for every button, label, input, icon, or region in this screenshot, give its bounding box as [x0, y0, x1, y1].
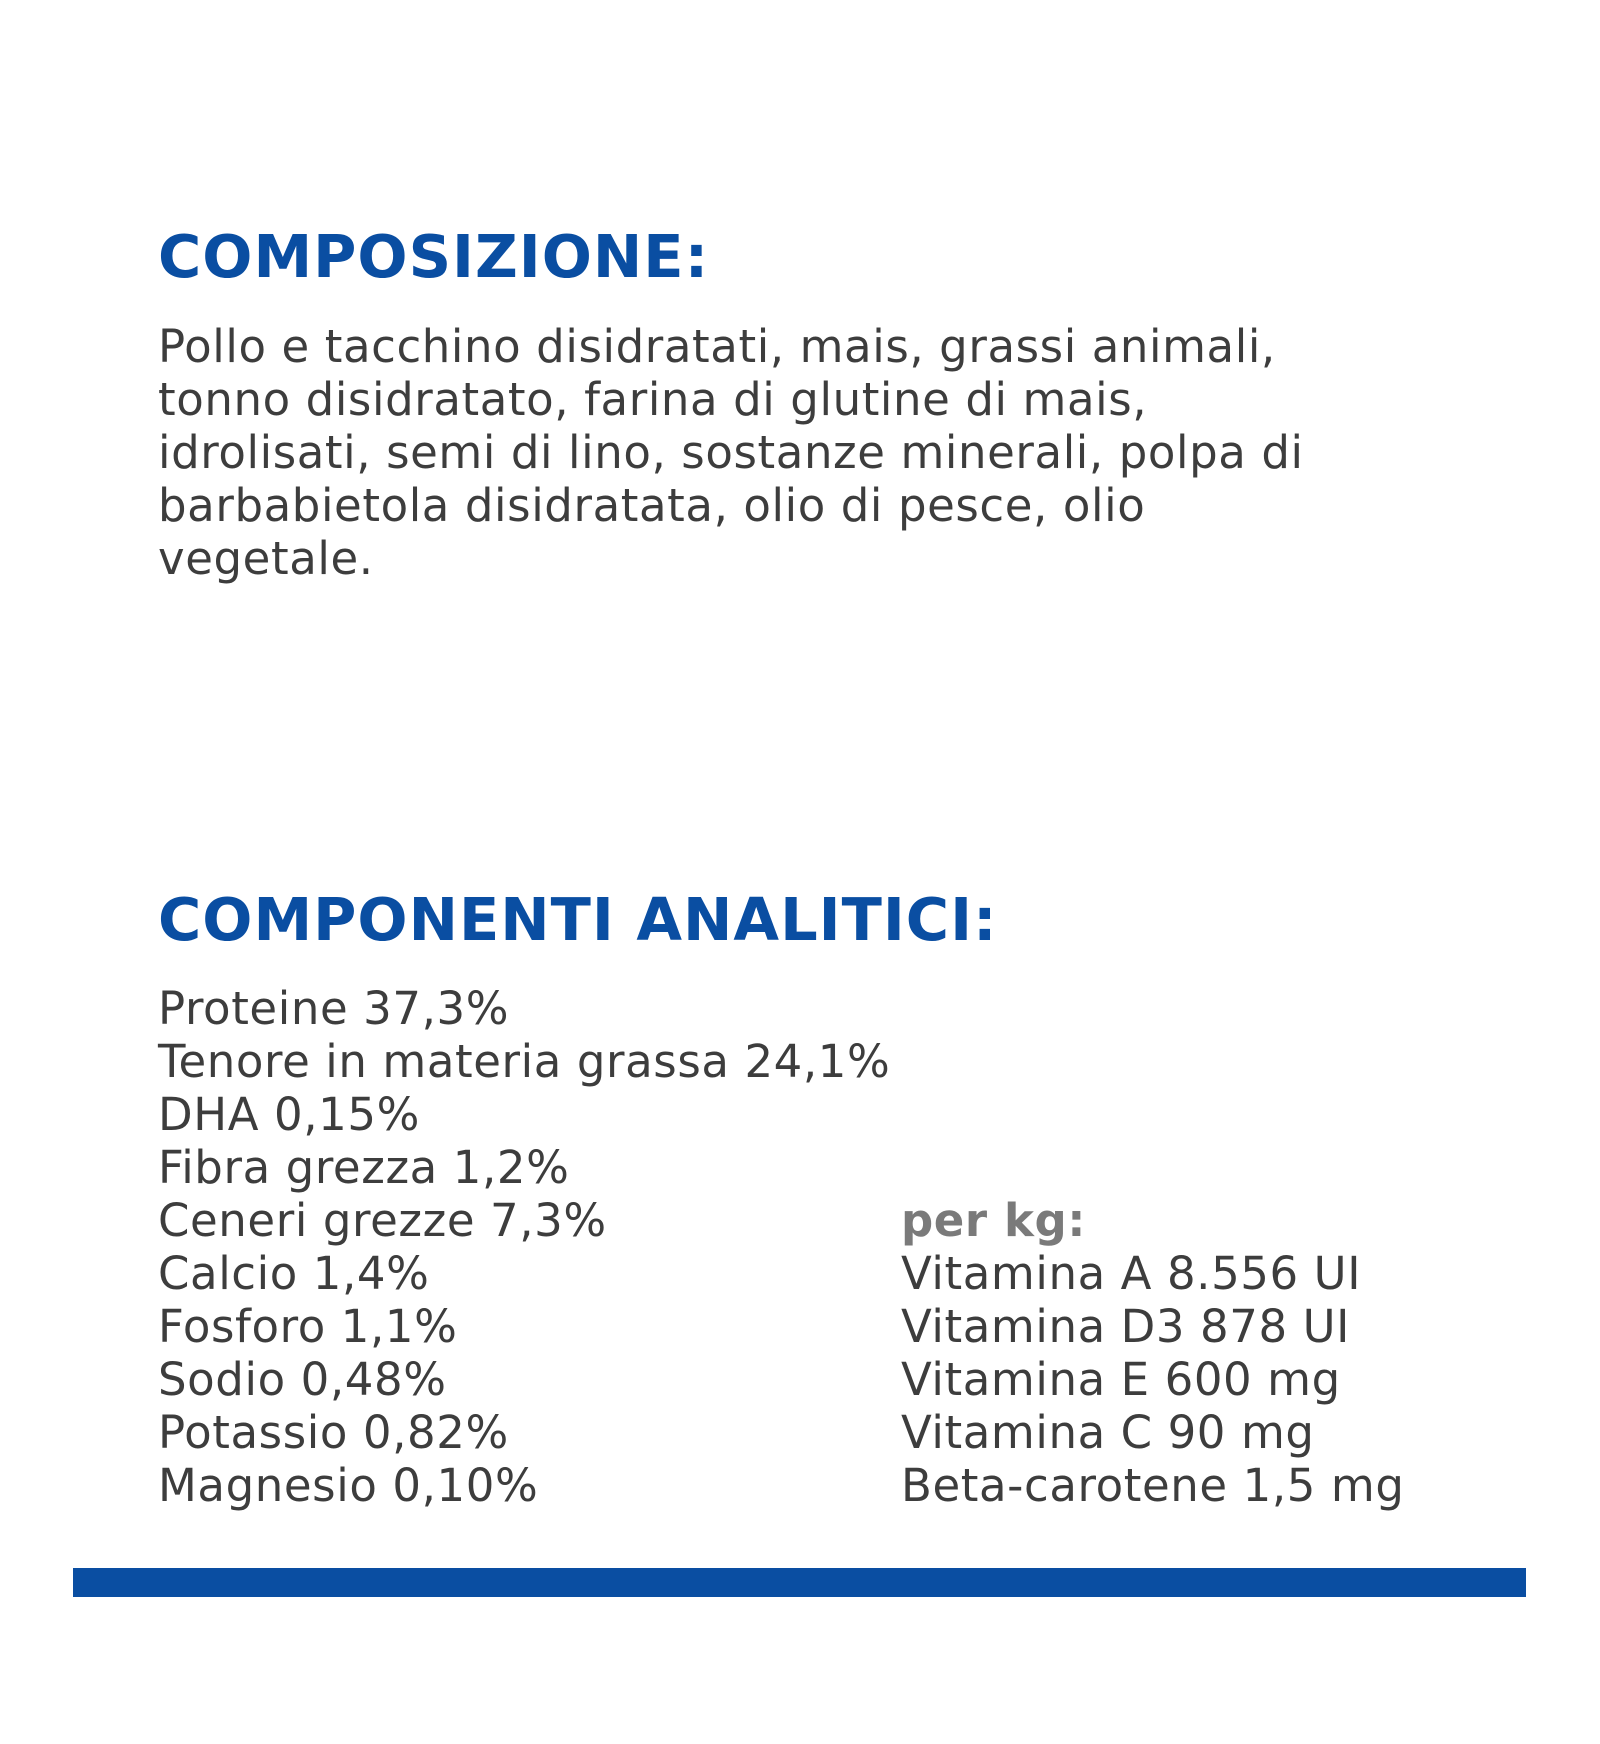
analytics-list — [158, 982, 890, 1512]
composition-line: Pollo e tacchino disidratati, mais, grassi animali, — [158, 320, 1276, 373]
analytics-item: Calcio 1,4% — [158, 1247, 430, 1300]
analytics-item: Fibra grezza 1,2% — [158, 1141, 570, 1194]
analytics-item: DHA 0,15% — [158, 1088, 420, 1141]
per-kg-item: Vitamina C 90 mg — [901, 1406, 1315, 1459]
composition-text — [158, 320, 1458, 585]
composition-line: idrolisati, semi di lino, sostanze minerali, polpa di — [158, 426, 1304, 479]
analytics-heading: COMPONENTI ANALITICI: — [158, 885, 998, 954]
analytics-item: Proteine 37,3% — [158, 982, 510, 1035]
per-kg-list — [901, 1194, 1404, 1512]
per-kg-label: per kg: — [901, 1194, 1086, 1247]
per-kg-item: Vitamina E 600 mg — [901, 1353, 1341, 1406]
composition-line: vegetale. — [158, 532, 374, 585]
bottom-divider-bar — [73, 1568, 1526, 1597]
analytics-item: Tenore in materia grassa 24,1% — [158, 1035, 891, 1088]
composition-line: barbabietola disidratata, olio di pesce, olio — [158, 479, 1146, 532]
per-kg-item: Vitamina D3 878 UI — [901, 1300, 1351, 1353]
per-kg-item: Vitamina A 8.556 UI — [901, 1247, 1362, 1300]
composition-heading: COMPOSIZIONE: — [158, 222, 710, 291]
analytics-item: Potassio 0,82% — [158, 1406, 509, 1459]
analytics-item: Magnesio 0,10% — [158, 1459, 539, 1512]
per-kg-item: Beta-carotene 1,5 mg — [901, 1459, 1405, 1512]
analytics-item: Fosforo 1,1% — [158, 1300, 458, 1353]
analytics-item: Sodio 0,48% — [158, 1353, 447, 1406]
analytics-item: Ceneri grezze 7,3% — [158, 1194, 607, 1247]
composition-line: tonno disidratato, farina di glutine di mais, — [158, 373, 1148, 426]
